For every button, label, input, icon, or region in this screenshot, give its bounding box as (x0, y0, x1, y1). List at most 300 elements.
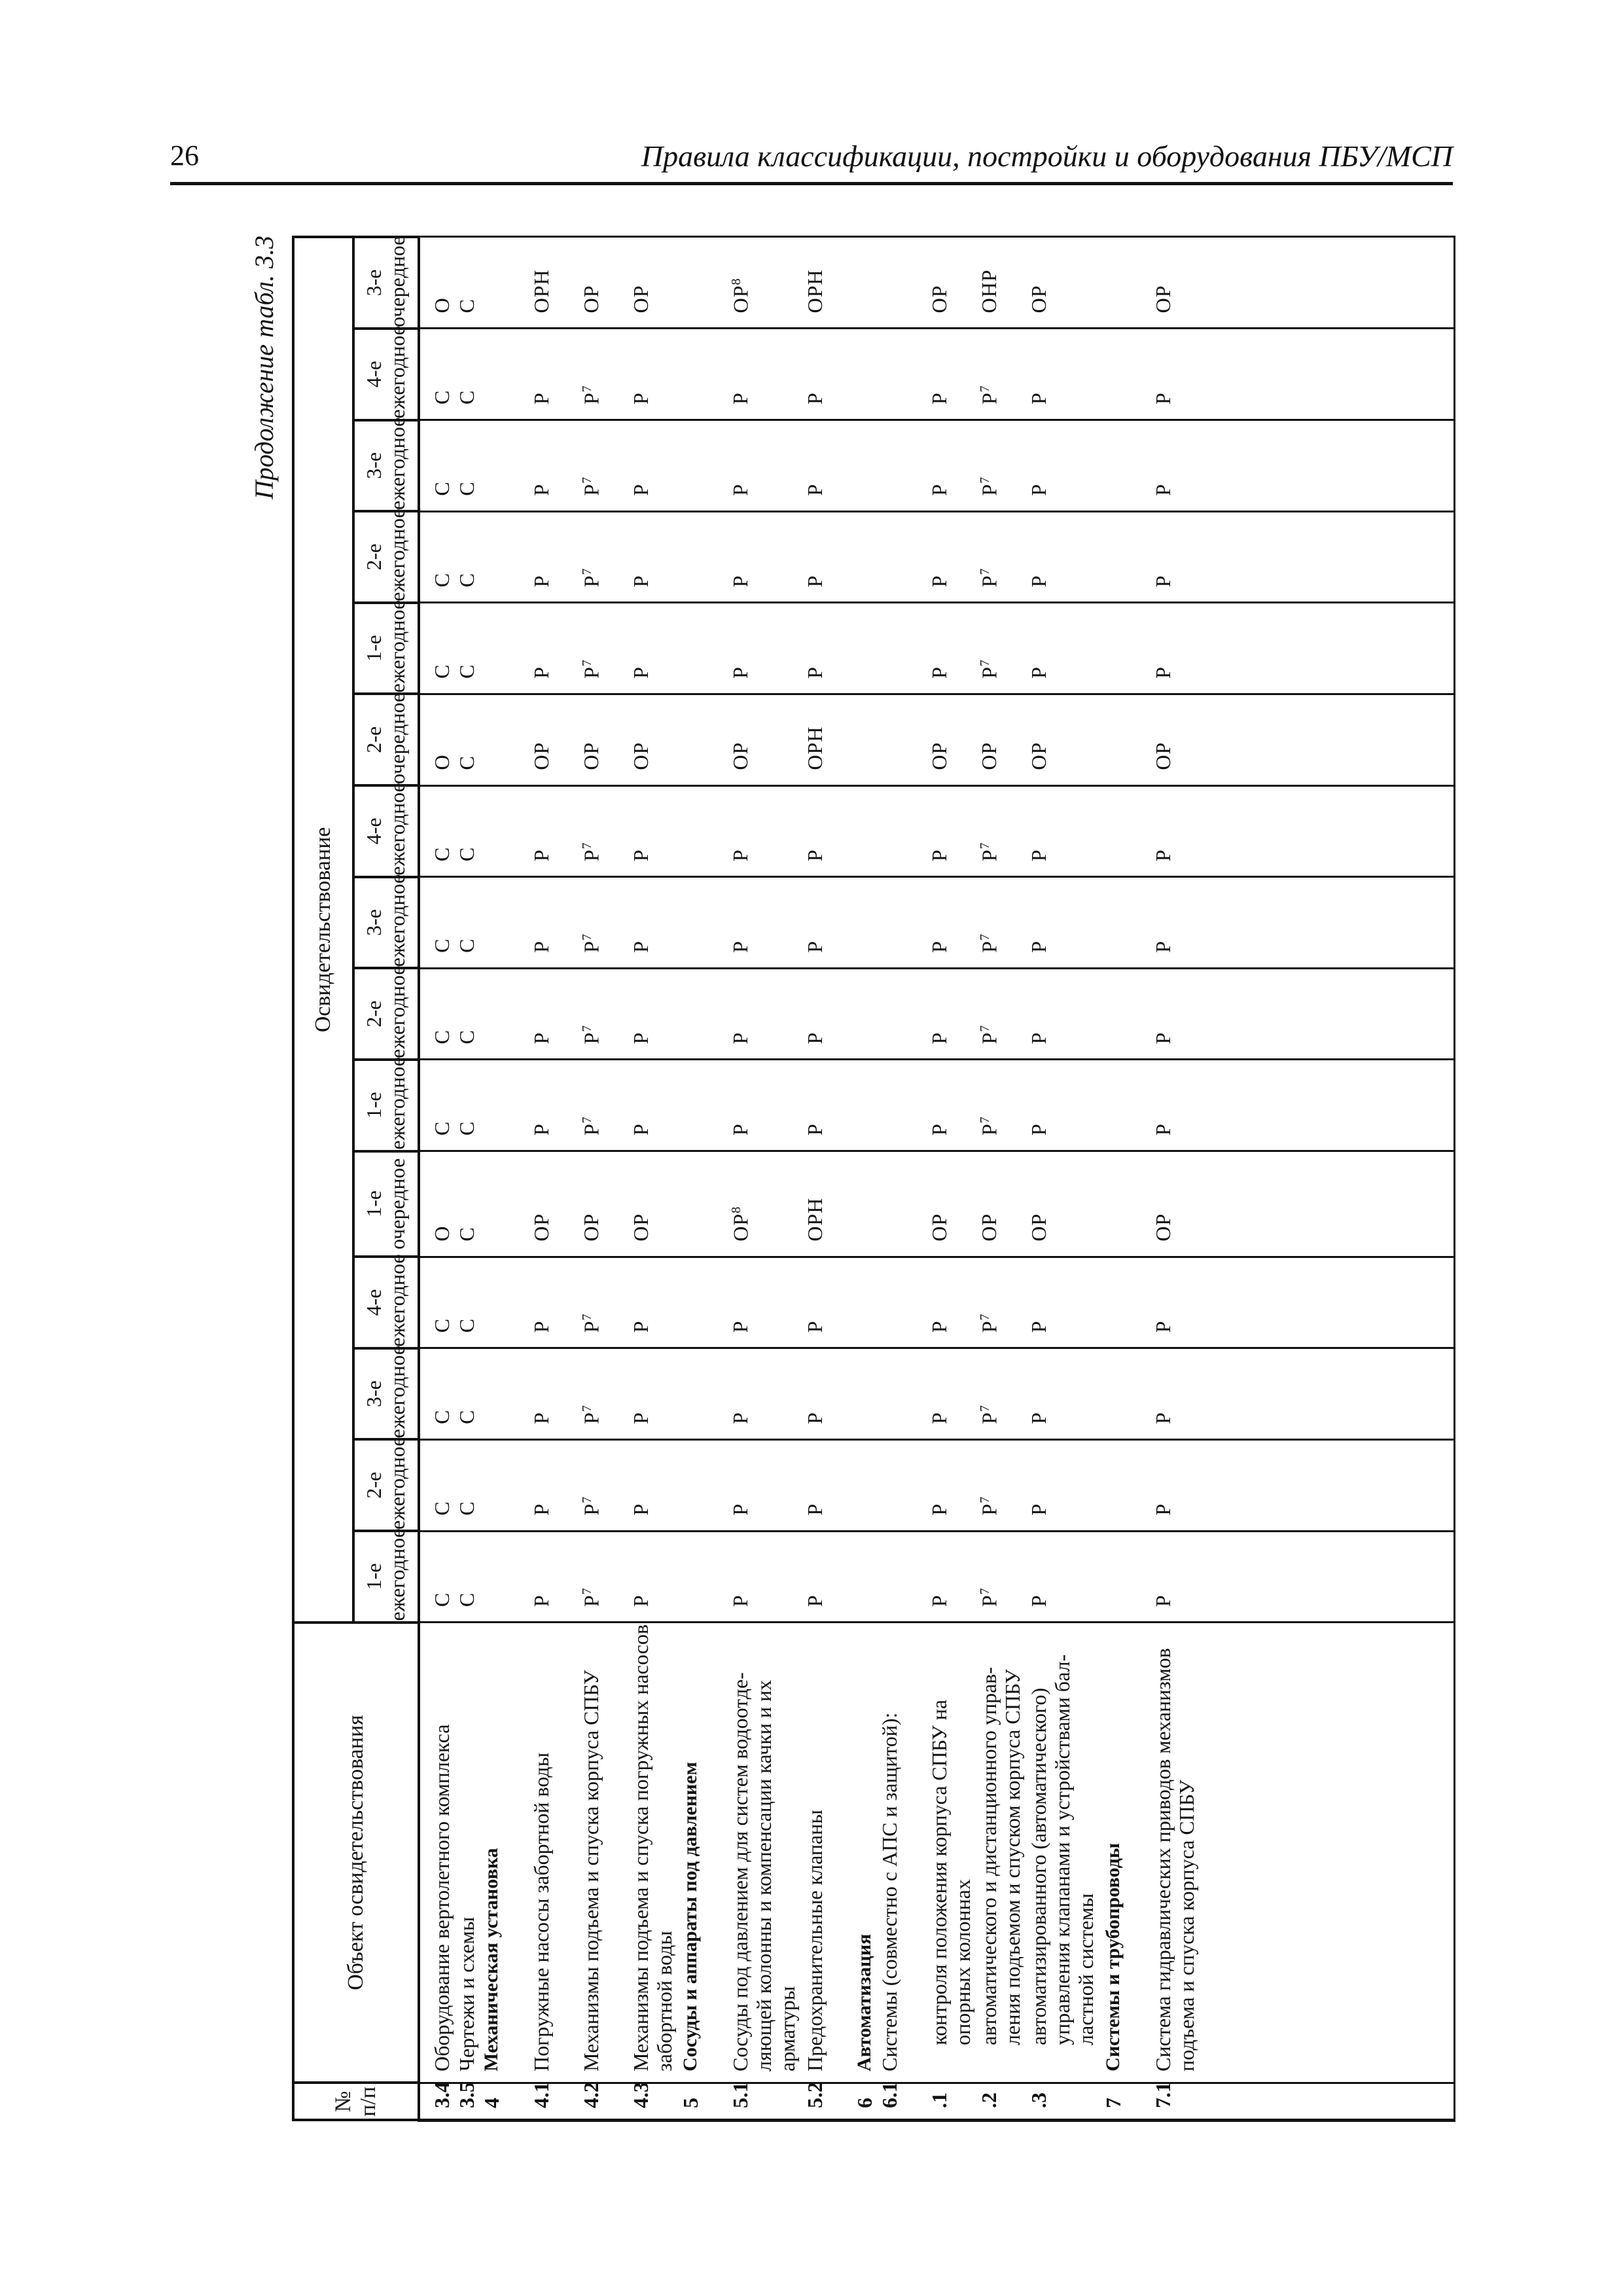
survey-mark: Р (728, 666, 752, 679)
survey-mark: Р (629, 483, 652, 496)
survey-mark: ОР (579, 1213, 603, 1242)
survey-mark (853, 243, 878, 323)
survey-mark: Р (1027, 1031, 1050, 1045)
survey-mark: $Р^7$ (579, 476, 603, 496)
survey-mark: Р (1151, 392, 1175, 405)
survey-mark: ОР (629, 285, 652, 314)
survey-mark: Р (1151, 1503, 1175, 1516)
survey-mark: ОР (1027, 1213, 1050, 1242)
survey-column-header: 1-е ежегодное (353, 1060, 419, 1151)
survey-mark: Р (728, 1412, 752, 1424)
survey-column-header: 3-е очередное (353, 237, 419, 329)
survey-mark: ОР (728, 742, 752, 770)
survey-mark: Р (1027, 483, 1050, 496)
survey-mark (679, 518, 729, 597)
survey-mark (853, 609, 878, 688)
survey-mark: $Р^7$ (579, 1405, 603, 1424)
survey-mark (679, 334, 729, 414)
survey-mark-column (419, 237, 1454, 329)
survey-mark: $Р^7$ (977, 1024, 1001, 1045)
survey-mark: С (455, 1409, 478, 1424)
survey-mark (679, 426, 729, 505)
survey-mark: Р (1027, 666, 1050, 679)
survey-mark-column (419, 694, 1454, 785)
survey-mark (853, 1354, 878, 1433)
survey-mark: $Р^7$ (579, 1587, 603, 1607)
survey-mark: $Р^7$ (579, 1116, 603, 1136)
row-number: .3 (1027, 2092, 1050, 2108)
survey-mark: $Р^7$ (977, 567, 1001, 588)
survey-mark: Р (529, 483, 553, 496)
survey-mark: Р (927, 392, 951, 405)
survey-mark (480, 883, 530, 962)
survey-mark: ОР (579, 742, 603, 770)
survey-mark: Р (1027, 1503, 1050, 1516)
survey-mark (878, 426, 928, 505)
survey-mark-column (419, 968, 1454, 1060)
survey-mark: $Р^7$ (579, 933, 603, 953)
survey-mark (1102, 1446, 1152, 1525)
survey-mark: О (430, 754, 454, 770)
survey-mark: Р (1151, 1031, 1175, 1045)
survey-mark: Р (1151, 1123, 1175, 1136)
page-header (170, 139, 1453, 185)
survey-mark (1102, 334, 1152, 414)
survey-mark (480, 334, 530, 414)
row-number: .2 (977, 2092, 1001, 2108)
survey-mark: Р (529, 575, 553, 588)
survey-mark: Р (1151, 940, 1175, 953)
survey-mark-column (419, 511, 1454, 603)
survey-mark (853, 883, 878, 962)
survey-mark (480, 243, 530, 323)
survey-mark: $Р^7$ (977, 1496, 1001, 1516)
column-header-number: № п/п (293, 2083, 419, 2120)
survey-mark: ОР (1151, 1213, 1175, 1242)
survey-mark (853, 1446, 878, 1525)
survey-mark: ОР (977, 742, 1001, 770)
survey-mark: Р (629, 1123, 652, 1136)
row-object: Чертежи и схемы (455, 1916, 478, 2072)
survey-mark: Р (803, 849, 827, 862)
survey-mark: Р (927, 1123, 951, 1136)
survey-mark: ОР (927, 1213, 951, 1242)
survey-mark: Р (728, 1594, 752, 1607)
survey-mark: Р (927, 940, 951, 953)
survey-mark: С (455, 389, 478, 405)
row-number: 4.3 (629, 2082, 652, 2108)
survey-mark: ОР (1151, 742, 1175, 770)
survey-mark: $Р^7$ (579, 842, 603, 862)
survey-mark: Р (1027, 849, 1050, 862)
survey-mark: Р (629, 1320, 652, 1333)
survey-mark: С (430, 664, 454, 679)
survey-mark: С (455, 1030, 478, 1045)
survey-mark (679, 1157, 729, 1251)
survey-mark: $Р^7$ (579, 1496, 603, 1516)
survey-mark: Р (728, 1320, 752, 1333)
survey-mark: С (430, 1409, 454, 1424)
survey-mark: Р (629, 940, 652, 953)
survey-mark: Р (1151, 1412, 1175, 1424)
row-object: Система гидравлических приводов механизмов подъема и спуска корпуса СПБУ (1151, 1648, 1198, 2072)
survey-column-header: 2-е ежегодное (353, 1439, 419, 1531)
survey-mark: С (430, 938, 454, 953)
survey-mark: Р (1027, 1123, 1050, 1136)
survey-mark: Р (927, 1031, 951, 1045)
survey-mark (853, 1263, 878, 1342)
survey-mark: Р (728, 1503, 752, 1516)
survey-mark (480, 1066, 530, 1145)
survey-mark: Р (927, 483, 951, 496)
survey-mark: Р (1027, 940, 1050, 953)
survey-mark: Р (1027, 1320, 1050, 1333)
survey-mark (679, 1446, 729, 1525)
survey-mark (480, 518, 530, 597)
survey-mark: Р (927, 575, 951, 588)
survey-mark (1102, 518, 1152, 597)
survey-mark: Р (529, 1594, 553, 1607)
survey-column-header: 2-е очередное (353, 694, 419, 785)
survey-mark: Р (1027, 1412, 1050, 1424)
survey-mark: Р (927, 1412, 951, 1424)
survey-mark: ОР (1151, 285, 1175, 314)
survey-mark: Р (728, 940, 752, 953)
survey-mark: Р (529, 1503, 553, 1516)
survey-mark (878, 883, 928, 962)
survey-mark (878, 609, 928, 688)
survey-mark (1102, 243, 1152, 323)
survey-mark: $Р^7$ (977, 842, 1001, 862)
table-body-row (419, 237, 1454, 2121)
survey-mark (878, 1263, 928, 1342)
survey-mark: ОР (927, 742, 951, 770)
survey-mark: $Р^7$ (579, 1313, 603, 1333)
survey-mark (878, 1066, 928, 1145)
running-title: Правила классификации, постройки и оборудования ПБУ/МСП (641, 139, 1453, 173)
survey-mark-column (419, 329, 1454, 420)
survey-mark (679, 792, 729, 871)
survey-mark: $Р^7$ (977, 476, 1001, 496)
survey-mark (480, 700, 530, 780)
survey-mark (853, 426, 878, 505)
survey-mark (480, 975, 530, 1054)
survey-mark: $Р^7$ (977, 1587, 1001, 1607)
survey-mark: С (430, 1121, 454, 1136)
survey-mark (1102, 609, 1152, 688)
row-object: Сосуды под давлением для систем водоотде- ляющей колонны и компенсации качки и их арматуры (728, 1672, 799, 2072)
survey-mark: Р (1151, 1320, 1175, 1333)
survey-column-header: 3-е ежегодное (353, 420, 419, 512)
row-number: 7 (1101, 2098, 1125, 2108)
survey-mark (679, 975, 729, 1054)
survey-mark: Р (728, 483, 752, 496)
survey-mark: Р (529, 666, 553, 679)
survey-mark: С (430, 572, 454, 588)
survey-mark: Р (803, 1503, 827, 1516)
row-number: 7.1 (1151, 2082, 1175, 2108)
survey-mark (878, 243, 928, 323)
survey-mark: $Р^7$ (977, 659, 1001, 679)
survey-mark: ОРН (803, 726, 827, 770)
survey-mark: С (430, 1501, 454, 1516)
survey-mark: Р (927, 1594, 951, 1607)
survey-mark (853, 975, 878, 1054)
row-object: Механическая установка (480, 1848, 502, 2072)
row-object: Предохранительные клапаны (803, 1810, 827, 2072)
survey-mark: Р (629, 575, 652, 588)
survey-mark: Р (629, 849, 652, 862)
survey-mark: О (430, 1225, 454, 1242)
survey-mark: Р (529, 1412, 553, 1424)
survey-mark: С (430, 1318, 454, 1333)
survey-mark: Р (803, 575, 827, 588)
survey-mark: Р (728, 392, 752, 405)
survey-mark: Р (728, 575, 752, 588)
survey-mark (1102, 975, 1152, 1054)
survey-mark (679, 1066, 729, 1145)
survey-mark: С (455, 1318, 478, 1333)
survey-mark: Р (529, 1123, 553, 1136)
survey-mark (480, 1354, 530, 1433)
survey-table (292, 236, 1455, 2122)
survey-mark (480, 1446, 530, 1525)
survey-column-header: 4-е ежегодное (353, 329, 419, 420)
row-number: 5.2 (803, 2082, 827, 2108)
survey-mark-column (419, 1348, 1454, 1440)
row-object: автоматического и дистанционного управ- ления подъемом и спуском корпуса СПБУ (977, 1666, 1024, 2045)
survey-mark: Р (803, 666, 827, 679)
survey-mark (1102, 1263, 1152, 1342)
survey-mark: $Р^7$ (579, 1024, 603, 1045)
survey-mark (679, 609, 729, 688)
survey-mark: Р (927, 666, 951, 679)
survey-mark: Р (927, 1503, 951, 1516)
row-number: 4 (480, 2098, 503, 2108)
survey-mark (679, 1537, 729, 1617)
survey-mark: Р (803, 483, 827, 496)
survey-mark: С (455, 846, 478, 862)
survey-mark: С (430, 1030, 454, 1045)
survey-mark: Р (803, 1031, 827, 1045)
survey-column-header: 1-е ежегодное (353, 1531, 419, 1623)
survey-mark: Р (529, 1031, 553, 1045)
survey-mark: Р (803, 1320, 827, 1333)
row-object: автоматизированного (автоматического) управления клапанами и устройствами бал- ластной системы (1027, 1654, 1097, 2045)
row-number: 5 (679, 2098, 702, 2108)
survey-mark (1102, 1537, 1152, 1617)
survey-column-header: 4-е ежегодное (353, 1257, 419, 1348)
survey-mark: С (455, 938, 478, 953)
number-column (419, 2083, 1454, 2120)
survey-mark: Р (803, 940, 827, 953)
survey-mark: ОР (1027, 285, 1050, 314)
survey-mark: С (430, 1592, 454, 1607)
survey-mark: Р (927, 1320, 951, 1333)
survey-mark (480, 1157, 530, 1251)
survey-mark: Р (803, 1123, 827, 1136)
survey-mark: Р (1151, 1594, 1175, 1607)
survey-mark: С (455, 1501, 478, 1516)
survey-mark (853, 1066, 878, 1145)
survey-mark: Р (1151, 575, 1175, 588)
survey-mark: ОРН (803, 1197, 827, 1242)
survey-mark: Р (1027, 575, 1050, 588)
survey-mark-column (419, 1151, 1454, 1257)
survey-mark (853, 518, 878, 597)
row-number: 5.1 (728, 2082, 752, 2108)
survey-mark-column (419, 1257, 1454, 1348)
survey-mark-column (419, 785, 1454, 877)
survey-mark: Р (629, 392, 652, 405)
survey-mark: С (430, 481, 454, 496)
row-object: Системы и трубопроводы (1102, 1842, 1124, 2072)
survey-mark: $ОР^8$ (728, 278, 753, 314)
survey-mark: Р (1151, 666, 1175, 679)
survey-mark (853, 334, 878, 414)
column-header-object: Объект освидетельствования (293, 1623, 419, 2083)
survey-mark (878, 1537, 928, 1617)
survey-mark (878, 1157, 928, 1251)
survey-mark: Р (529, 849, 553, 862)
survey-mark: Р (629, 1031, 652, 1045)
survey-mark: Р (629, 1412, 652, 1424)
survey-mark: Р (728, 1031, 752, 1045)
survey-mark-column (419, 1439, 1454, 1531)
survey-mark (1102, 792, 1152, 871)
survey-mark: $Р^7$ (977, 1313, 1001, 1333)
survey-mark: ОР (977, 1213, 1001, 1242)
survey-mark (853, 1157, 878, 1251)
row-number: 6 (853, 2098, 876, 2108)
survey-mark (1102, 883, 1152, 962)
row-number: 3.4 (430, 2082, 454, 2108)
survey-mark (878, 1446, 928, 1525)
survey-mark: $ОР^8$ (728, 1206, 753, 1242)
survey-mark: С (455, 1227, 478, 1242)
survey-mark: С (430, 846, 454, 862)
row-object: контроля положения корпуса СПБУ на опорных колоннах (927, 1699, 974, 2045)
survey-mark-column (419, 420, 1454, 512)
survey-mark (1102, 700, 1152, 780)
survey-mark: Р (728, 849, 752, 862)
survey-mark (679, 700, 729, 780)
survey-mark: Р (529, 1320, 553, 1333)
survey-mark (878, 792, 928, 871)
survey-mark: ОНР (977, 269, 1001, 314)
survey-mark: Р (1151, 849, 1175, 862)
survey-mark (480, 792, 530, 871)
survey-mark: Р (927, 849, 951, 862)
row-number: .1 (927, 2092, 951, 2108)
survey-mark: $Р^7$ (977, 1405, 1001, 1424)
survey-mark: С (455, 755, 478, 770)
survey-mark (878, 518, 928, 597)
row-number: 6.1 (878, 2082, 901, 2108)
row-object: Автоматизация (853, 1933, 875, 2072)
survey-mark-column (419, 1060, 1454, 1151)
survey-mark-column (419, 603, 1454, 694)
survey-mark (679, 1263, 729, 1342)
survey-mark (1102, 1354, 1152, 1433)
survey-mark: ОР (529, 742, 553, 770)
survey-mark: Р (529, 940, 553, 953)
survey-mark (679, 883, 729, 962)
survey-mark (853, 1537, 878, 1617)
survey-mark: С (455, 664, 478, 679)
survey-mark: Р (629, 666, 652, 679)
row-object: Механизмы подъема и спуска погружных насосов забортной воды (629, 1624, 676, 2072)
survey-column-header: 1-е ежегодное (353, 603, 419, 694)
survey-mark (1102, 1157, 1152, 1251)
survey-mark (1102, 1066, 1152, 1145)
survey-mark (878, 1354, 928, 1433)
survey-mark: Р (1027, 392, 1050, 405)
row-object: Погружные насосы забортной воды (529, 1752, 553, 2072)
row-number: 3.5 (455, 2082, 478, 2108)
survey-mark: С (455, 1121, 478, 1136)
survey-mark: Р (629, 1594, 652, 1607)
survey-mark: ОР (579, 285, 603, 314)
survey-mark: Р (803, 1594, 827, 1607)
row-object: Системы (совместно с АПС и защитой): (878, 1712, 901, 2072)
survey-mark (853, 700, 878, 780)
survey-mark: С (430, 389, 454, 405)
survey-column-header: 3-е ежегодное (353, 1348, 419, 1440)
survey-mark: Р (1027, 1594, 1050, 1607)
object-column (419, 1623, 1454, 2083)
survey-mark: ОР (629, 742, 652, 770)
survey-column-header: 2-е ежегодное (353, 968, 419, 1060)
survey-mark: Р (728, 1123, 752, 1136)
survey-mark: Р (529, 392, 553, 405)
survey-mark: Р (629, 1503, 652, 1516)
survey-mark (1102, 426, 1152, 505)
page-number: 26 (170, 139, 199, 171)
survey-mark: ОР (1027, 742, 1050, 770)
survey-mark (679, 243, 729, 323)
survey-mark: ОРН (803, 269, 827, 314)
survey-mark-column (419, 877, 1454, 969)
survey-mark (878, 700, 928, 780)
row-number: 4.1 (529, 2082, 553, 2108)
survey-mark: $Р^7$ (977, 385, 1001, 405)
survey-mark (853, 792, 878, 871)
survey-mark: Р (803, 1412, 827, 1424)
survey-mark (480, 1263, 530, 1342)
row-object: Сосуды и аппараты под давлением (679, 1761, 701, 2072)
survey-column-header: 1-е очередное (353, 1151, 419, 1257)
survey-column-header: 2-е ежегодное (353, 511, 419, 603)
survey-mark-column (419, 1531, 1454, 1623)
column-group-header-survey: Освидетельствование (293, 237, 353, 1623)
survey-mark (878, 975, 928, 1054)
survey-mark (480, 609, 530, 688)
survey-column-header: 4-е ежегодное (353, 785, 419, 877)
survey-mark: О (430, 297, 454, 314)
survey-column-header: 3-е ежегодное (353, 877, 419, 969)
survey-mark: ОР (927, 285, 951, 314)
survey-mark: Р (803, 392, 827, 405)
row-object: Механизмы подъема и спуска корпуса СПБУ (579, 1670, 603, 2072)
survey-mark: ОР (529, 1213, 553, 1242)
survey-mark: ОР (629, 1213, 652, 1242)
survey-mark: $Р^7$ (579, 659, 603, 679)
survey-mark: С (455, 298, 478, 314)
survey-mark (480, 426, 530, 505)
table-continuation-label: Продолжение табл. 3.3 (249, 236, 279, 500)
survey-mark: $Р^7$ (977, 1116, 1001, 1136)
